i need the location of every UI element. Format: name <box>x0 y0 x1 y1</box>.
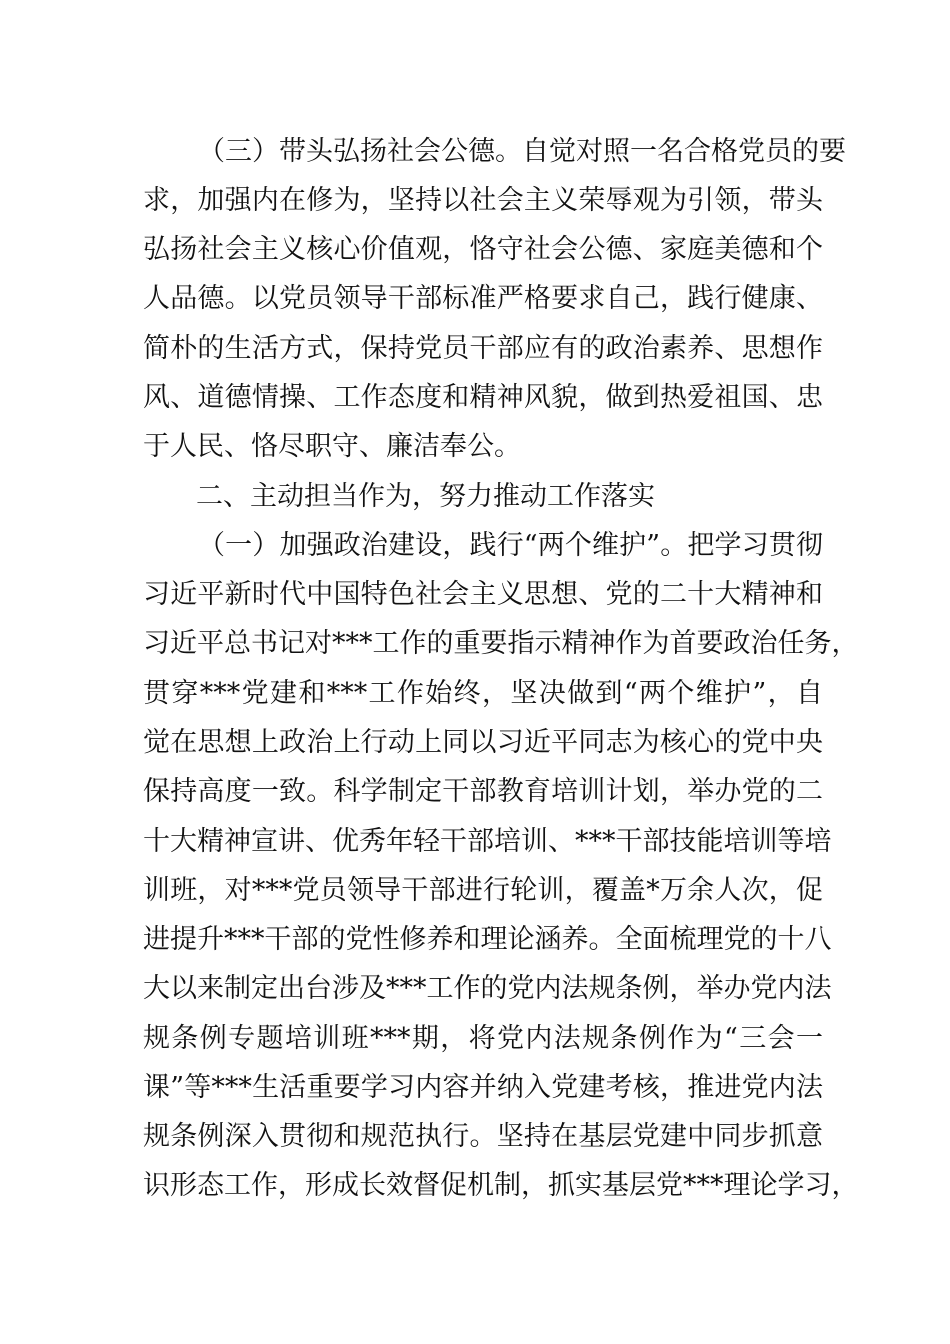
paragraph-line: 人品德。以党员领导干部标准严格要求自己，践行健康、 <box>143 283 823 314</box>
paragraph-line: （三）带头弘扬社会公德。自觉对照一名合格党员的要 <box>198 136 846 167</box>
paragraph-line: 识形态工作，形成长效督促机制，抓实基层党***理论学习， <box>143 1170 859 1201</box>
paragraph-line: 于人民、恪尽职守、廉洁奉公。 <box>143 431 521 462</box>
paragraph-line: （一）加强政治建设，践行“两个维护”。把学习贯彻 <box>198 530 823 561</box>
paragraph-line: 大以来制定出台涉及***工作的党内法规条例，举办党内法 <box>143 973 832 1004</box>
paragraph-line: 习近平新时代中国特色社会主义思想、党的二十大精神和 <box>143 579 823 610</box>
section-heading: 二、主动担当作为，努力推动工作落实 <box>196 481 655 512</box>
paragraph-line: 进提升***干部的党性修养和理论涵养。全面梳理党的十八 <box>143 924 832 955</box>
paragraph-line: 规条例深入贯彻和规范执行。坚持在基层党建中同步抓意 <box>143 1121 823 1152</box>
paragraph-line: 贯穿***党建和***工作始终，坚决做到“两个维护”，自 <box>143 678 823 709</box>
paragraph-line: 求，加强内在修为，坚持以社会主义荣辱观为引领，带头 <box>143 185 823 216</box>
paragraph-line: 习近平总书记对***工作的重要指示精神作为首要政治任务， <box>143 628 859 659</box>
paragraph-line: 简朴的生活方式，保持党员干部应有的政治素养、思想作 <box>143 333 823 364</box>
paragraph-line: 课”等***生活重要学习内容并纳入党建考核，推进党内法 <box>143 1072 823 1103</box>
paragraph-line: 弘扬社会主义核心价值观，恪守社会公德、家庭美德和个 <box>143 234 823 265</box>
paragraph-line: 十大精神宣讲、优秀年轻干部培训、***干部技能培训等培 <box>143 826 832 857</box>
paragraph-line: 规条例专题培训班***期，将党内法规条例作为“三会一 <box>143 1023 823 1054</box>
paragraph-line: 训班，对***党员领导干部进行轮训，覆盖*万余人次，促 <box>143 875 823 906</box>
paragraph-line: 觉在思想上政治上行动上同以习近平同志为核心的党中央 <box>143 727 823 758</box>
paragraph-line: 风、道德情操、工作态度和精神风貌，做到热爱祖国、忠 <box>143 382 823 413</box>
paragraph-line: 保持高度一致。科学制定干部教育培训计划，举办党的二 <box>143 776 823 807</box>
